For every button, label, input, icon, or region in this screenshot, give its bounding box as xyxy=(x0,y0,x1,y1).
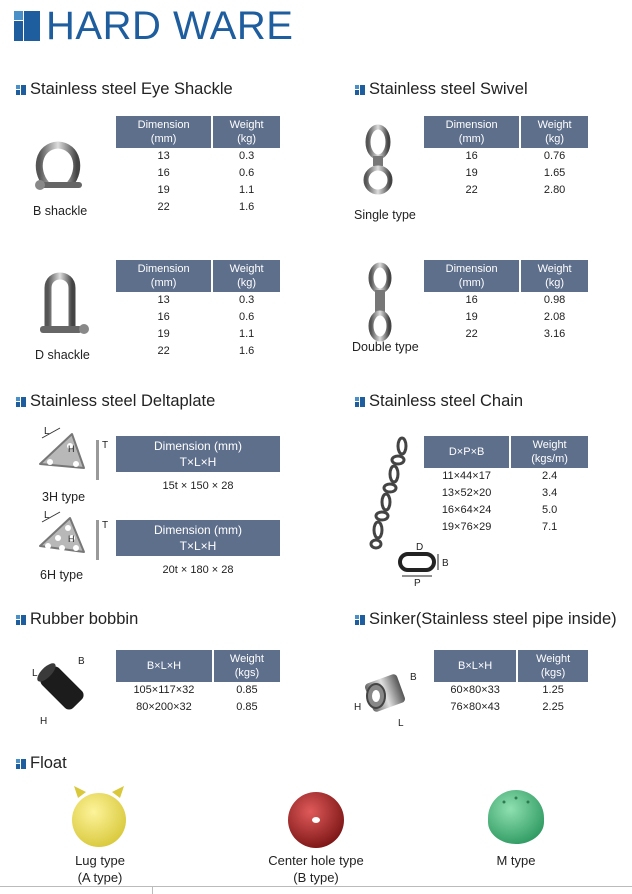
table-header: Dimension (mm) xyxy=(116,116,211,148)
deltaplate-3h-image xyxy=(32,424,112,488)
section-marker-icon xyxy=(355,397,365,407)
lug-float-image xyxy=(68,784,130,848)
diagram-label: D xyxy=(416,542,424,553)
table-header: Dimension (mm) xyxy=(153,523,242,537)
sinker-image xyxy=(352,664,424,728)
table-row: 13×52×20 3.4 xyxy=(441,487,558,499)
table-row: 16 0.98 xyxy=(465,294,566,306)
table-row: 19 1.1 xyxy=(157,184,255,196)
table-row: 22 2.80 xyxy=(465,184,566,196)
section-heading-chain: Stainless steel Chain xyxy=(355,392,523,411)
float-label-center-hole: Center hole type (B type) xyxy=(268,853,364,885)
d-shackle-image xyxy=(34,270,94,342)
diagram-label: H xyxy=(68,534,75,544)
table-header: T×L×H xyxy=(179,455,217,469)
rubber-bobbin-image xyxy=(28,652,96,726)
double-swivel-label: Double type xyxy=(352,340,419,354)
double-swivel-image xyxy=(366,262,394,342)
section-heading-sinker: Sinker(Stainless steel pipe inside) xyxy=(355,610,617,629)
table-row: 13 0.3 xyxy=(157,150,255,162)
section-heading-deltaplate: Stainless steel Deltaplate xyxy=(16,392,215,411)
table-row: 16 0.76 xyxy=(465,150,566,162)
table-header: Weight (kg) xyxy=(521,116,588,148)
table-row: 22 1.6 xyxy=(157,201,255,213)
deltaplate-3h-label: 3H type xyxy=(42,490,86,504)
deltaplate-6h-label: 6H type xyxy=(40,568,84,582)
table-row: 80×200×32 0.85 xyxy=(136,701,258,713)
table-row: 19 1.65 xyxy=(465,167,566,179)
section-heading-eye-shackle: Stainless steel Eye Shackle xyxy=(16,80,233,99)
bottom-divider xyxy=(0,886,632,887)
table-row: 11×44×17 2.4 xyxy=(442,470,558,482)
table-row: 22 3.16 xyxy=(465,328,566,340)
diagram-label: H xyxy=(68,444,75,454)
d-shackle-label: D shackle xyxy=(35,348,90,362)
sinker-table xyxy=(432,650,590,716)
float-label-lug: Lug type (A type) xyxy=(75,853,125,885)
single-swivel-label: Single type xyxy=(354,208,416,222)
table-row: 19×76×29 7.1 xyxy=(441,521,558,533)
b-shackle-image xyxy=(30,140,90,200)
diagram-label: H xyxy=(354,702,362,713)
table-header: B×L×H xyxy=(116,650,212,682)
section-marker-icon xyxy=(16,397,26,407)
table-row: 16×64×24 5.0 xyxy=(441,504,558,516)
deltaplate-3h-table xyxy=(116,436,280,492)
bottom-divider-tick xyxy=(152,886,153,894)
table-header: Dimension (mm) xyxy=(116,260,211,292)
table-row: 105×117×32 0.85 xyxy=(133,684,258,696)
section-marker-icon xyxy=(355,85,365,95)
table-header: Dimension (mm) xyxy=(153,439,242,453)
table-header: D×P×B xyxy=(424,436,509,468)
table-row: 60×80×33 1.25 xyxy=(450,684,564,696)
table-row: 16 0.6 xyxy=(157,167,255,179)
chain-table xyxy=(422,436,590,536)
diagram-label: B xyxy=(442,558,449,569)
bobbin-table xyxy=(114,650,282,716)
table-header: Weight (kg) xyxy=(213,260,280,292)
table-row: 19 1.1 xyxy=(157,328,255,340)
diagram-label: T xyxy=(102,520,109,531)
chain-link-diagram xyxy=(396,540,456,586)
table-row: 76×80×43 2.25 xyxy=(450,701,564,713)
table-header: Weight (kg) xyxy=(213,116,280,148)
diagram-label: B xyxy=(78,656,85,667)
single-swivel-image xyxy=(360,124,396,202)
page-header xyxy=(14,4,293,48)
table-header: B×L×H xyxy=(434,650,516,682)
diagram-label: H xyxy=(40,716,48,726)
diagram-label: T xyxy=(102,440,109,451)
section-marker-icon xyxy=(355,615,365,625)
m-float-image xyxy=(484,788,548,846)
table-row: 16 0.6 xyxy=(157,311,255,323)
section-marker-icon xyxy=(16,85,26,95)
diagram-label: P xyxy=(414,578,421,586)
table-header: Weight (kgs) xyxy=(518,650,588,682)
diagram-label: L xyxy=(44,510,50,521)
diagram-label: L xyxy=(32,668,38,679)
table-header: Weight (kgs/m) xyxy=(511,436,588,468)
d-shackle-table xyxy=(114,260,282,360)
table-row: 13 0.3 xyxy=(157,294,255,306)
diagram-label: B xyxy=(410,672,417,683)
center-hole-float-image xyxy=(286,790,346,850)
section-heading-float: Float xyxy=(16,754,67,773)
b-shackle-table xyxy=(114,116,282,216)
table-row: 19 2.08 xyxy=(465,311,566,323)
table-header: Dimension (mm) xyxy=(424,260,519,292)
b-shackle-label: B shackle xyxy=(33,204,88,218)
section-marker-icon xyxy=(16,615,26,625)
table-header: Dimension (mm) xyxy=(424,116,519,148)
double-swivel-table xyxy=(422,260,590,343)
float-label-m: M type xyxy=(496,853,536,868)
table-row: 22 1.6 xyxy=(157,345,255,357)
table-header: Weight (kg) xyxy=(521,260,588,292)
diagram-label: L xyxy=(44,426,50,437)
brand-logo-icon xyxy=(14,11,40,41)
single-swivel-table xyxy=(422,116,590,199)
table-row: 15t × 150 × 28 xyxy=(162,480,234,492)
deltaplate-6h-image xyxy=(32,508,112,570)
table-header: Weight (kgs) xyxy=(214,650,280,682)
page-title: HARD WARE xyxy=(46,4,294,48)
section-marker-icon xyxy=(16,759,26,769)
section-heading-swivel: Stainless steel Swivel xyxy=(355,80,528,99)
section-heading-bobbin: Rubber bobbin xyxy=(16,610,138,629)
diagram-label: L xyxy=(398,718,404,728)
deltaplate-6h-table xyxy=(116,520,280,576)
table-header: T×L×H xyxy=(179,539,217,553)
table-row: 20t × 180 × 28 xyxy=(162,564,234,576)
